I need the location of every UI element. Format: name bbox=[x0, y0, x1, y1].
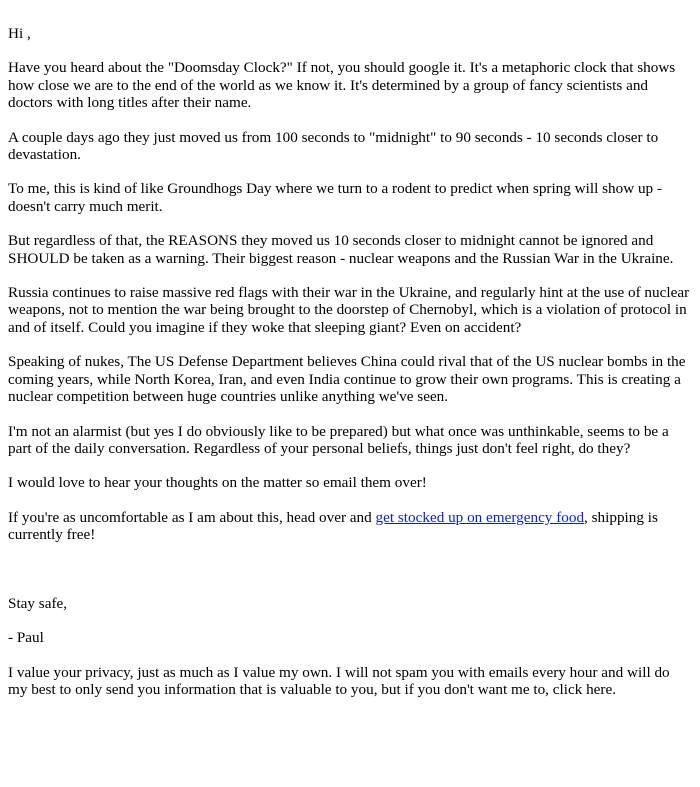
paragraph-nukes: Speaking of nukes, The US Defense Department believes China could rival that of the US nuclear bombs in the coming years, while North Korea, Iran, and even India continue to grow their own programs. This is creating a nuclear competition between huge countries unlike anything we've seen. bbox=[8, 353, 686, 406]
paragraph-doomsday-clock: Have you heard about the "Doomsday Clock?" If not, you should google it. It's a metaphoric clock that shows how close we are to the end of the world as we know it. It's determined by a group of fancy scientists and doctors with long titles after their name. bbox=[8, 59, 676, 112]
paragraph-alarmist: I'm not an alarmist (but yes I do obviously like to be prepared) but what once was unthinkable, seems to be a part of the daily conversation. Regardless of your personal beliefs, things just don't feel right, do they? bbox=[8, 422, 669, 457]
greeting: Hi , bbox=[8, 25, 31, 42]
privacy-footer: I value your privacy, just as much as I value my own. I will not spam you with emails every hour and will do my best to only send you information that is valuable to you, but if you don't want me to, click here. bbox=[8, 663, 670, 699]
blank-line bbox=[8, 561, 692, 578]
cta-text-after: , shipping is currently free! bbox=[8, 508, 658, 544]
signature: - Paul bbox=[8, 629, 44, 647]
cta-text-before: If you're as uncomfortable as I am about this, head over and bbox=[8, 508, 376, 526]
emergency-food-link[interactable]: get stocked up on emergency food bbox=[375, 508, 585, 526]
paragraph-russia: Russia continues to raise massive red flags with their war in the Ukraine, and regularly hint at the use of nuclear weapons, not to mention the war being brought to the doorstep of Chernobyl, which is a violation of protocol in and of itself. Could you imagine if they woke that sleeping giant? Even on accident? bbox=[8, 284, 690, 336]
paragraph-seconds-moved: A couple days ago they just moved us from 100 seconds to "midnight" to 90 seconds - 10 seconds closer to devastation. bbox=[8, 128, 659, 164]
paragraph-groundhog: To me, this is kind of like Groundhogs Day where we turn to a rodent to predict when spring will show up - doesn't carry much merit. bbox=[8, 180, 662, 215]
paragraph-reasons: But regardless of that, the REASONS they moved us 10 seconds closer to midnight cannot be ignored and SHOULD be taken as a warning. Their biggest reason - nuclear weapons and the Russian War in the Ukraine. bbox=[8, 232, 674, 267]
paragraph-cta bbox=[8, 509, 692, 544]
signoff: Stay safe, bbox=[8, 594, 68, 612]
paragraph-thoughts: I would love to hear your thoughts on the matter so email them over! bbox=[8, 474, 427, 492]
